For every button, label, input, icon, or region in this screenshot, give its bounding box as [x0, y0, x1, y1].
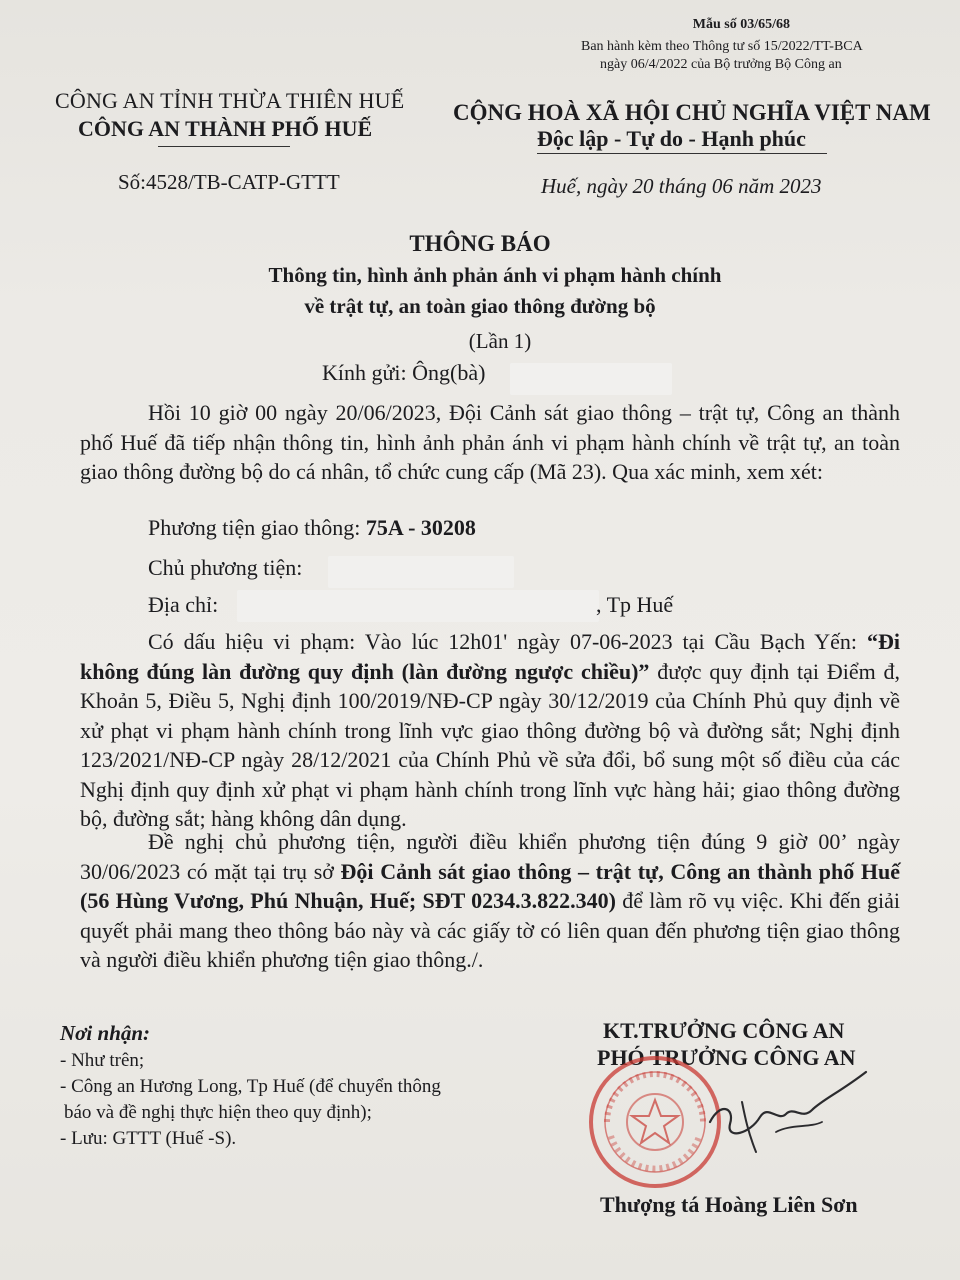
redacted-address	[237, 590, 599, 622]
owner-label: Chủ phương tiện:	[148, 555, 303, 580]
request-location: Đội Cảnh sát giao thông – trật tự, Công an thành phố Huế (56 Hùng Vương, Phú Nhuận, Huế; SĐT 0234.3.822.340)	[80, 858, 900, 913]
address-line	[148, 592, 218, 618]
recipient-item: - Công an Hương Long, Tp Huế (để chuyển thông	[60, 1076, 441, 1097]
request-part-1: Đề nghị chủ phương tiện, người điều khiển phương tiện đúng 9 giờ 00’ ngày 30/06/2023 có mặt tại trụ sở	[80, 829, 900, 884]
recipients-heading: Nơi nhận:	[60, 1021, 151, 1045]
agency-parent: CÔNG AN TỈNH THỪA THIÊN HUẾ	[55, 88, 405, 113]
agency-underline	[158, 146, 290, 147]
recipient-item: - Lưu: GTTT (Huế -S).	[60, 1128, 237, 1149]
addressee-label: Kính gửi: Ông(bà)	[322, 360, 486, 385]
vehicle-plate: 75A - 30208	[365, 515, 476, 540]
national-motto: Độc lập - Tự do - Hạnh phúc	[537, 126, 806, 151]
violation-paragraph	[80, 627, 900, 834]
signer-name: Thượng tá Hoàng Liên Sơn	[600, 1192, 858, 1217]
owner-line	[148, 555, 302, 581]
notice-occurrence: (Lần 1)	[468, 329, 532, 353]
request-paragraph	[80, 827, 900, 975]
form-issued-line-1: Ban hành kèm theo Thông tư số 15/2022/TT-BCA	[581, 39, 863, 54]
recipients-block	[60, 1020, 441, 1152]
address-label: Địa chỉ:	[148, 592, 219, 617]
violation-intro: Có dấu hiệu vi phạm: Vào lúc 12h01' ngày 07-06-2023 tại Cầu Bạch Yến:	[148, 629, 867, 654]
place-and-date: Huế, ngày 20 tháng 06 năm 2023	[541, 174, 822, 198]
form-issued-line-2: ngày 06/4/2022 của Bộ trưởng Bộ Công an	[600, 57, 842, 72]
violation-legal-basis: được quy định tại Điểm đ, Khoản 5, Điều 5, Nghị định 100/2019/NĐ-CP ngày 30/12/2019 của Chính Phủ quy định về xử phạt vi phạm hành chính trong lĩnh vực giao thông đường bộ và đường sắt; Nghị định 123/2021/NĐ-CP ngày 28/12/2021 của Chính Phủ về sửa đổi, bổ sung một số điều của các Nghị định quy định xử phạt vi phạm hành chính trong lĩnh vực hàng hải; giao thông đường bộ, đường sắt; hàng không dân dụng.	[80, 658, 900, 831]
recipient-item: - Như trên;	[60, 1050, 145, 1071]
redacted-addressee	[510, 363, 672, 395]
motto-underline	[537, 153, 827, 154]
address-city: , Tp Huế	[596, 592, 674, 617]
signatory-title-1: KT.TRƯỞNG CÔNG AN	[603, 1018, 845, 1043]
document-subtitle-1: Thông tin, hình ảnh phản ánh vi phạm hành chính	[268, 263, 722, 287]
document-subtitle-2: về trật tự, an toàn giao thông đường bộ	[304, 294, 656, 318]
document-title: THÔNG BÁO	[409, 231, 551, 256]
handwritten-signature-icon	[690, 1062, 890, 1172]
request-part-2: để làm rõ vụ việc. Khi đến giải quyết phải mang theo thông báo này và các giấy tờ có liên quan đến phương tiện giao thông và người điều khiển phương tiện giao thông./.	[80, 888, 901, 972]
recipient-item: báo và đề nghị thực hiện theo quy định);	[64, 1102, 372, 1123]
vehicle-line	[148, 515, 476, 541]
violation-name: “Đi không đúng làn đường quy định (làn đường ngược chiều)”	[80, 629, 900, 684]
nation-heading: CỘNG HOÀ XÃ HỘI CHỦ NGHĨA VIỆT NAM	[453, 100, 931, 125]
document-number: Số:4528/TB-CATP-GTTT	[118, 170, 340, 194]
agency-name: CÔNG AN THÀNH PHỐ HUẾ	[78, 116, 373, 141]
form-number: Mẫu số 03/65/68	[692, 17, 790, 32]
vehicle-label: Phương tiện giao thông:	[148, 515, 366, 540]
intro-paragraph: Hồi 10 giờ 00 ngày 20/06/2023, Đội Cảnh sát giao thông – trật tự, Công an thành phố Huế đã tiếp nhận thông tin, hình ảnh phản ánh vi phạm hành chính về trật tự, an toàn giao thông đường bộ do cá nhân, tổ chức cung cấp (Mã 23). Qua xác minh, xem xét:	[80, 400, 900, 484]
redacted-owner	[328, 556, 514, 588]
signatory-title-2: PHÓ TRƯỞNG CÔNG AN	[597, 1045, 856, 1070]
